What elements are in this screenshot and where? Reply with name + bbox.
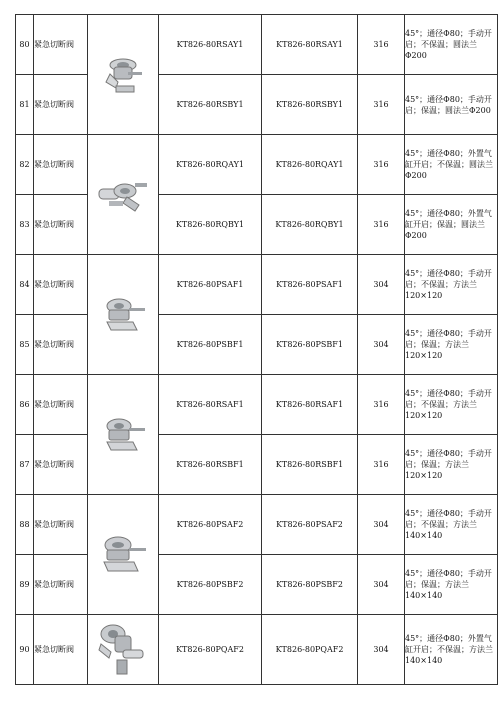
table-row: [16, 15, 498, 75]
specification: 45°；通径Φ80；手动开启；保温；方法兰140×140: [405, 555, 498, 615]
product-name: 紧急切断阀: [34, 375, 88, 435]
product-code: KT826-80RSAY1: [159, 15, 262, 75]
table-row: [16, 255, 498, 315]
row-number: 85: [16, 315, 34, 375]
table-row: [16, 135, 498, 195]
product-name: 紧急切断阀: [34, 15, 88, 75]
model-code: KT826-80RSBY1: [262, 75, 358, 135]
material: 304: [358, 315, 405, 375]
product-image: [88, 135, 159, 255]
valve-cylinder-icon: [95, 171, 151, 219]
model-code: KT826-80PSBF2: [262, 555, 358, 615]
row-number: 80: [16, 15, 34, 75]
row-number: 90: [16, 615, 34, 685]
model-code: KT826-80PSBF1: [262, 315, 358, 375]
model-code: KT826-80PQAF2: [262, 615, 358, 685]
model-code: KT826-80PSAF2: [262, 495, 358, 555]
specification: 45°；通径Φ80；手动开启；保温；方法兰120×120: [405, 435, 498, 495]
product-code: KT826-80RQBY1: [159, 195, 262, 255]
material: 316: [358, 435, 405, 495]
model-code: KT826-80RQBY1: [262, 195, 358, 255]
row-number: 82: [16, 135, 34, 195]
product-name: 紧急切断阀: [34, 135, 88, 195]
product-name: 紧急切断阀: [34, 255, 88, 315]
material: 316: [358, 375, 405, 435]
material: 316: [358, 135, 405, 195]
material: 304: [358, 555, 405, 615]
product-sheet: [15, 14, 497, 686]
specification: 45°；通径Φ80；手动开启；不保温；方法兰140×140: [405, 495, 498, 555]
specification: 45°；通径Φ80；外置气缸开启；不保温；方法兰140×140: [405, 615, 498, 685]
model-code: KT826-80RQAY1: [262, 135, 358, 195]
row-number: 84: [16, 255, 34, 315]
model-code: KT826-80RSBF1: [262, 435, 358, 495]
specification: 45°；通径Φ80；手动开启；不保温；圆法兰Φ200: [405, 15, 498, 75]
table-row: [16, 615, 498, 685]
row-number: 87: [16, 435, 34, 495]
model-code: KT826-80RSAF1: [262, 375, 358, 435]
row-number: 86: [16, 375, 34, 435]
valve-square-flange-icon: [96, 531, 150, 579]
valve-round-flange-icon: [98, 52, 148, 98]
material: 304: [358, 615, 405, 685]
specification: 45°；通径Φ80；手动开启；不保温；方法兰120×120: [405, 375, 498, 435]
material: 304: [358, 255, 405, 315]
row-number: 89: [16, 555, 34, 615]
product-name: 紧急切断阀: [34, 435, 88, 495]
product-code: KT826-80RSBY1: [159, 75, 262, 135]
product-code: KT826-80RSAF1: [159, 375, 262, 435]
product-name: 紧急切断阀: [34, 75, 88, 135]
material: 304: [358, 495, 405, 555]
product-code: KT826-80PSBF2: [159, 555, 262, 615]
material: 316: [358, 15, 405, 75]
product-name: 紧急切断阀: [34, 315, 88, 375]
row-number: 83: [16, 195, 34, 255]
product-code: KT826-80RQAY1: [159, 135, 262, 195]
product-name: 紧急切断阀: [34, 195, 88, 255]
product-name: 紧急切断阀: [34, 555, 88, 615]
model-code: KT826-80RSAY1: [262, 15, 358, 75]
product-code: KT826-80RSBF1: [159, 435, 262, 495]
table-row: [16, 495, 498, 555]
material: 316: [358, 195, 405, 255]
product-code: KT826-80PSAF2: [159, 495, 262, 555]
specification: 45°；通径Φ80；外置气缸开启；不保温；圆法兰Φ200: [405, 135, 498, 195]
specification: 45°；通径Φ80；外置气缸开启；保温；圆法兰Φ200: [405, 195, 498, 255]
material: 316: [358, 75, 405, 135]
product-name: 紧急切断阀: [34, 615, 88, 685]
model-code: KT826-80PSAF1: [262, 255, 358, 315]
product-image: [88, 615, 159, 685]
specification: 45°；通径Φ80；手动开启；保温；圆法兰Φ200: [405, 75, 498, 135]
specification: 45°；通径Φ80；手动开启；不保温；方法兰120×120: [405, 255, 498, 315]
product-image: [88, 495, 159, 615]
product-image: [88, 15, 159, 135]
specification: 45°；通径Φ80；手动开启；保温；方法兰120×120: [405, 315, 498, 375]
valve-square-flange-icon: [97, 292, 149, 338]
valve-cylinder-large-icon: [93, 620, 153, 680]
row-number: 88: [16, 495, 34, 555]
product-image: [88, 255, 159, 375]
product-table: [15, 14, 498, 685]
product-code: KT826-80PQAF2: [159, 615, 262, 685]
product-image: [88, 375, 159, 495]
valve-square-flange-icon: [97, 412, 149, 458]
product-name: 紧急切断阀: [34, 495, 88, 555]
row-number: 81: [16, 75, 34, 135]
table-row: [16, 375, 498, 435]
product-code: KT826-80PSBF1: [159, 315, 262, 375]
product-code: KT826-80PSAF1: [159, 255, 262, 315]
